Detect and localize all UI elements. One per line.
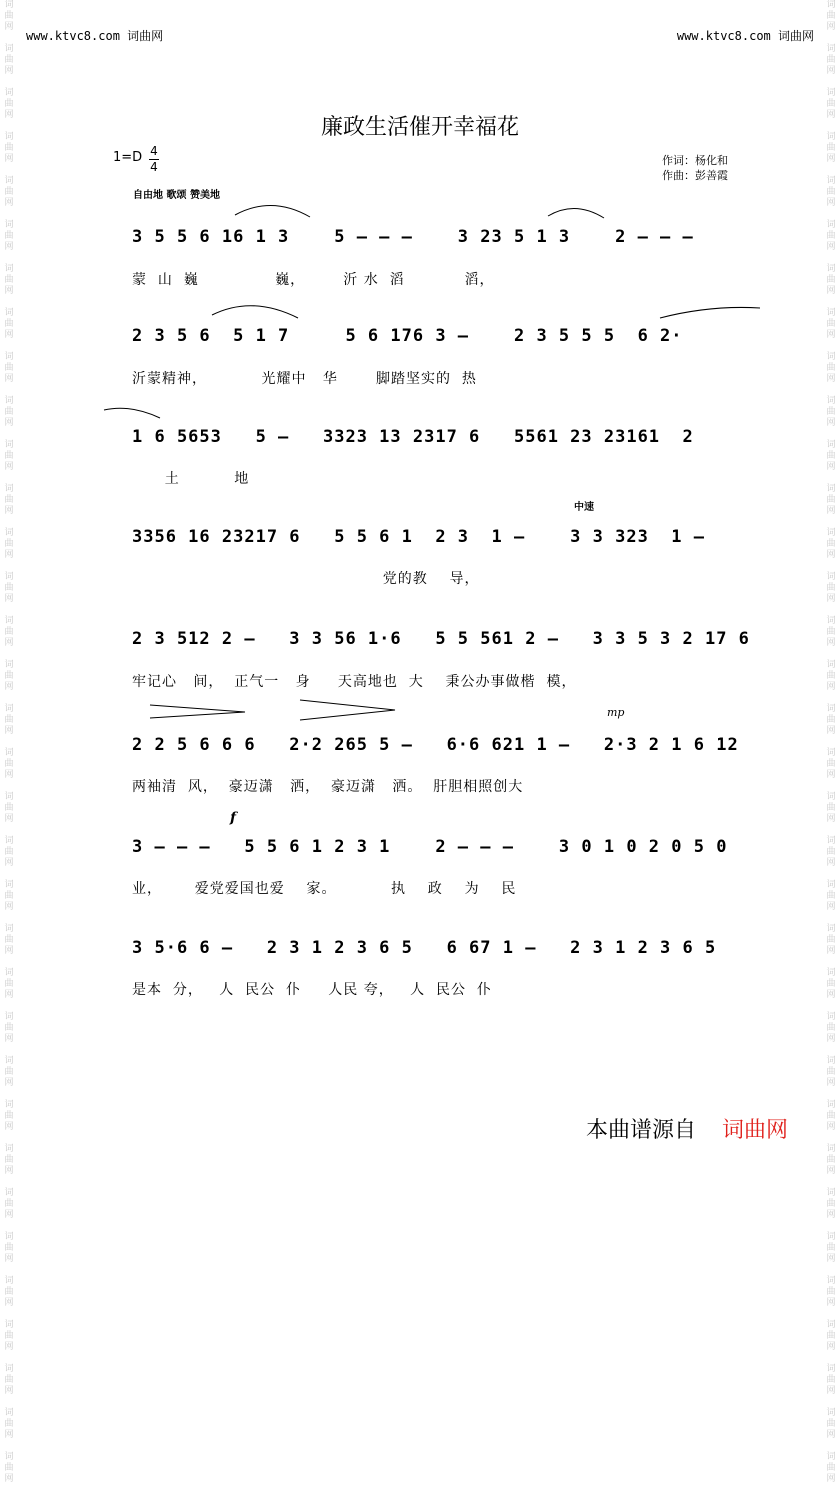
dynamic-f: f — [230, 810, 237, 826]
expression-mark: 自由地 歌颂 赞美地 — [133, 190, 220, 201]
time-bottom: 4 — [150, 160, 158, 174]
system-6-lyrics: 两袖清 风， 豪迈潇 洒， 豪迈潇 洒。 肝胆相照创大 — [132, 779, 524, 795]
watermark-right: 词 曲 网 词 曲 网 词 曲 网 词 曲 网 词 曲 网 词 曲 网 词 曲 网 词 曲 网 词 曲 网 词 曲 网 词 曲 网 词 曲 网 词 曲 网 词 曲 网 词 曲 网 词 曲 网 词 曲 网 词 曲 网 词 曲 网 词 曲 网 词 曲 网 词 曲 网 词 曲 网 词 曲 网 词 曲 网 词 曲 网 词 曲 网 词 曲 网 词 曲 网 词 曲 网 词 曲 网 词 曲 网 词 曲 网 词 曲 网 — [826, 0, 836, 1484]
system-2-lyrics: 沂蒙精神， 光耀中 华 脚踏坚实的 热 — [132, 371, 477, 387]
footer-source-label: 本曲谱源自 — [586, 1118, 697, 1143]
system-8-notes: 3 5·6 6 – 2 3 1 2 3 6 5 6 67 1 – 2 3 1 2 3 6 5 — [132, 938, 717, 958]
system-1-lyrics: 蒙 山 巍 巍， 沂 水 滔 滔， — [132, 272, 495, 288]
key-signature: 1=D — [113, 150, 143, 165]
system-5-notes: 2 3 512 2 – 3 3 56 1·6 5 5 561 2 – 3 3 5 3 2 17 6 — [132, 629, 750, 649]
time-top: 4 — [150, 144, 158, 158]
tempo-mark: 中速 — [574, 502, 594, 513]
system-7-lyrics: 业， 爱党爱国也爱 家。 执 政 为 民 — [132, 881, 517, 897]
watermark-left: 词 曲 网 词 曲 网 词 曲 网 词 曲 网 词 曲 网 词 曲 网 词 曲 网 词 曲 网 词 曲 网 词 曲 网 词 曲 网 词 曲 网 词 曲 网 词 曲 网 词 曲 网 词 曲 网 词 曲 网 词 曲 网 词 曲 网 词 曲 网 词 曲 网 词 曲 网 词 曲 网 词 曲 网 词 曲 网 词 曲 网 词 曲 网 词 曲 网 词 曲 网 词 曲 网 词 曲 网 词 曲 网 词 曲 网 词 曲 网 — [4, 0, 14, 1484]
lyricist: 作词：杨化和 — [662, 154, 728, 167]
composer: 作曲：彭善霞 — [662, 169, 728, 182]
system-3-lyrics: 土 地 — [132, 471, 250, 487]
system-5-lyrics: 牢记心 间， 正气一 身 天高地也 大 秉公办事做楷 模， — [132, 674, 577, 690]
system-1-notes: 3 5 5 6 16 1 3 5 – – – 3 23 5 1 3 2 – – – — [132, 227, 694, 247]
system-2-notes: 2 3 5 6 5 1 7 5 6 176 3 – 2 3 5 5 5 6 2· — [132, 326, 683, 346]
system-6-notes: 2 2 5 6 6 6 2·2 265 5 – 6·6 621 1 – 2·3 2 1 6 12 — [132, 735, 739, 755]
system-3-notes: 1 6 5653 5 – 3323 13 2317 6 5561 23 23161 2 — [132, 427, 694, 447]
system-7-notes: 3 – – – 5 5 6 1 2 3 1 2 – – – 3 0 1 0 2 0 5 0 — [132, 837, 728, 857]
system-8-lyrics: 是本 分， 人 民公 仆 人民 夸， 人 民公 仆 — [132, 982, 492, 998]
dynamic-mp: mp — [607, 706, 625, 719]
footer-brand-link[interactable]: 词曲网 — [722, 1118, 789, 1143]
system-4-notes: 3356 16 23217 6 5 5 6 1 2 3 1 – 3 3 323 1 – — [132, 527, 705, 547]
system-4-lyrics: 党的教 导， — [132, 571, 480, 587]
song-title: 廉政生活催开幸福花 — [320, 115, 519, 140]
site-header-left[interactable]: www.ktvc8.com 词曲网 — [26, 29, 164, 43]
site-header-right[interactable]: www.ktvc8.com 词曲网 — [676, 29, 814, 43]
